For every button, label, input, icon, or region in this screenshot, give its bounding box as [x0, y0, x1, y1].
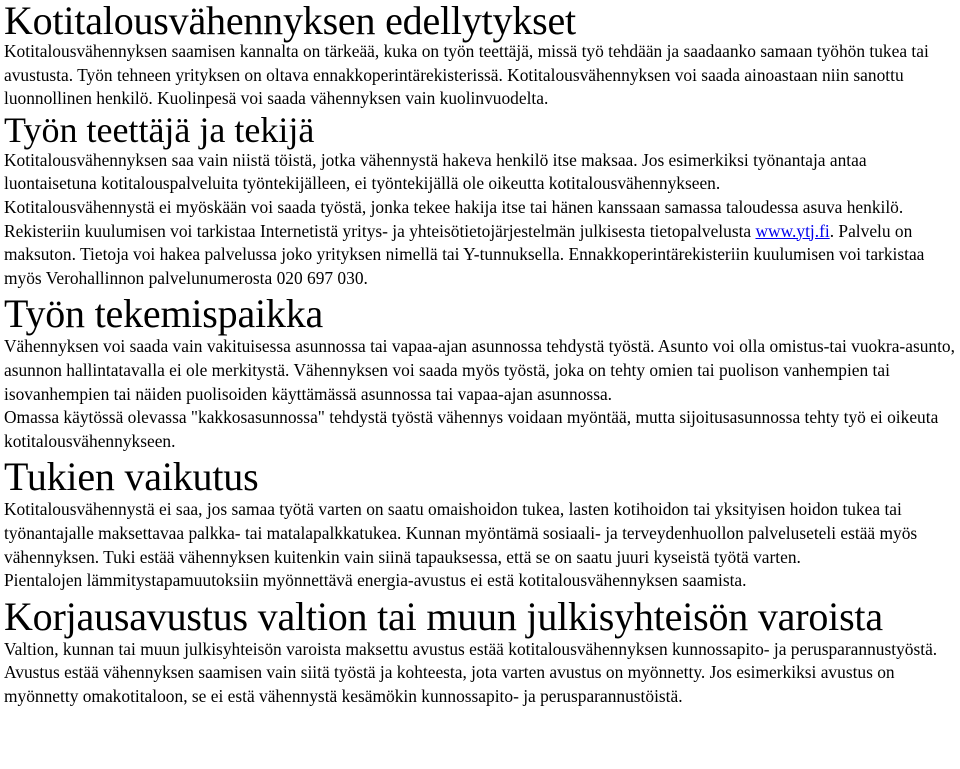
section-heading-tukien-vaikutus: Tukien vaikutus [4, 454, 259, 500]
section-heading-tekemispaikka: Työn tekemispaikka [4, 291, 324, 337]
page-title: Kotitalousvähennyksen edellytykset [4, 0, 576, 43]
ytj-link[interactable]: www.ytj.fi [755, 220, 830, 241]
section1-paragraph-1: Kotitalousvähennyksen saa vain niistä töistä, jotka vähennystä hakeva henkilö itse maksaa. Jos esimerkiksi työnantaja antaa luontaisetuna kotitalouspalveluita työntekijälleen, ei työntekijällä ole oikeutta kotitalousvähennykseen. [4, 149, 867, 194]
intro-paragraph: Kotitalousvähennyksen saamisen kannalta on tärkeää, kuka on työn teettäjä, missä työ tehdään ja saadaanko samaan työhön tukea tai avustusta. Työn tehneen yrityksen on oltava ennakkoperintärekisterissä. Kotitalousvähennyksen voi saada ainoastaan niin sanottu luonnollinen henkilö. Kuolinpesä voi saada vähennyksen vain kuolinvuodelta. [4, 41, 929, 109]
section-heading-korjausavustus: Korjausavustus valtion tai muun julkisyhteisön varoista [4, 593, 883, 639]
section1-paragraph-2: Kotitalousvähennystä ei myöskään voi saada työstä, jonka tekee hakija itse tai hänen kanssaan samassa taloudessa asuva henkilö. [4, 196, 904, 217]
section2-paragraph-2: Omassa käytössä olevassa "kakkosasunnossa" tehdystä työstä vähennys voidaan myöntää, mutta sijoitusasunnossa tehty työ ei oikeuta kotitalousvähennykseen. [4, 407, 939, 451]
section1-p3-text-after: . Palvelu on maksuton. Tietoja voi hakea palvelussa joko yrityksen nimellä tai Y-tunnuksella. Ennakkoperintärekisteriin kuulumisen voi tarkistaa myös Verohallinnon palvelunumerosta 020 697 030. [4, 220, 925, 288]
section3-paragraph-1: Kotitalousvähennystä ei saa, jos samaa työtä varten on saatu omaishoidon tukea, lasten kotihoidon tai yksityisen hoidon tukea tai työnantajalle maksettavaa palkka- tai matalapalkkatukea. Kunnan myöntämä sosiaali- ja terveydenhuollon palveluseteli estää myös vähennyksen. Tuki estää vähennyksen kuitenkin vain siinä tapauksessa, että se on saatu juuri kyseistä työtä varten. [4, 499, 918, 567]
section2-paragraph-1: Vähennyksen voi saada vain vakituisessa asunnossa tai vapaa-ajan asunnossa tehdystä työstä. Asunto voi olla omistus-tai vuokra-asunto, asunnon hallintatavalla ei ole merkitystä. Vähennyksen voi saada myös työstä, joka on tehty omien tai puolison vanhempien tai isovanhempien tai näiden puolisoiden käyttämässä asunnossa tai vapaa-ajan asunnossa. [4, 336, 955, 404]
section4-paragraph-1: Valtion, kunnan tai muun julkisyhteisön varoista maksettu avustus estää kotitalousvähennyksen kunnossapito- ja perusparannustyöstä. Avustus estää vähennyksen saamisen vain siitä työstä ja kohteesta, jota varten avustus on myönnetty. Jos esimerkiksi avustus on myönnetty omakotitaloon, se ei estä vähennystä kesämökin kunnossapito- ja perusparannustöistä. [4, 638, 938, 706]
section1-paragraph-3 [4, 220, 956, 291]
section1-p3-text-before: Rekisteriin kuulumisen voi tarkistaa Internetistä yritys- ja yhteisötietojärjestelmän julkisesta tietopalvelusta [4, 220, 756, 241]
section-heading-teettaja: Työn teettäjä ja tekijä [4, 109, 315, 150]
section3-paragraph-2: Pientalojen lämmitystapamuutoksiin myönnettävä energia-avustus ei estä kotitalousvähennyksen saamista. [4, 570, 747, 591]
